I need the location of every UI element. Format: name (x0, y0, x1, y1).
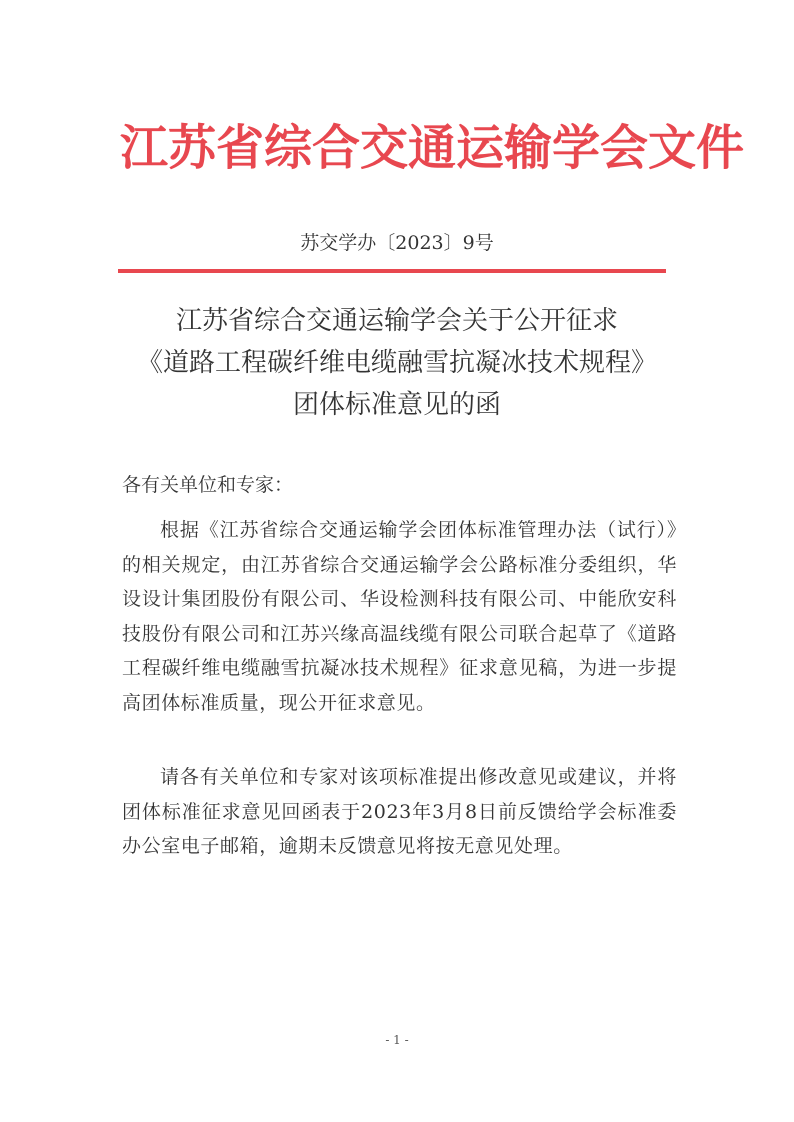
body-paragraph-2: 请各有关单位和专家对该项标准提出修改意见或建议，并将团体标准征求意见回函表于2023年3月8日前反馈给学会标准委办公室电子邮箱，逾期未反馈意见将按无意见处理。 (122, 766, 677, 858)
document-subject (100, 300, 694, 426)
salutation: 各有关单位和专家： (122, 474, 294, 496)
subject-line-2: 《道路工程碳纤维电缆融雪抗凝冰技术规程》 (136, 348, 657, 378)
document-number: 苏交学办〔2023〕9号 (300, 232, 494, 254)
page-number: - 1 - (385, 1033, 409, 1047)
subject-line-1: 江苏省综合交通运输学会关于公开征求 (175, 306, 618, 336)
subject-line-3: 团体标准意见的函 (292, 390, 501, 420)
organization-title: 江苏省综合交通运输学会文件 (120, 120, 745, 176)
red-divider-line (118, 269, 666, 273)
body-paragraph-1: 根据《江苏省综合交通运输学会团体标准管理办法（试行）》的相关规定，由江苏省综合交通运输学会公路标准分委组织，华设设计集团股份有限公司、华设检测科技有限公司、中能欣安科技股份有限公司和江苏兴缘高温线缆有限公司联合起草了《道路工程碳纤维电缆融雪抗凝冰技术规程》征求意见稿，为进一步提高团体标准质量，现公开征求意见。 (122, 519, 677, 714)
